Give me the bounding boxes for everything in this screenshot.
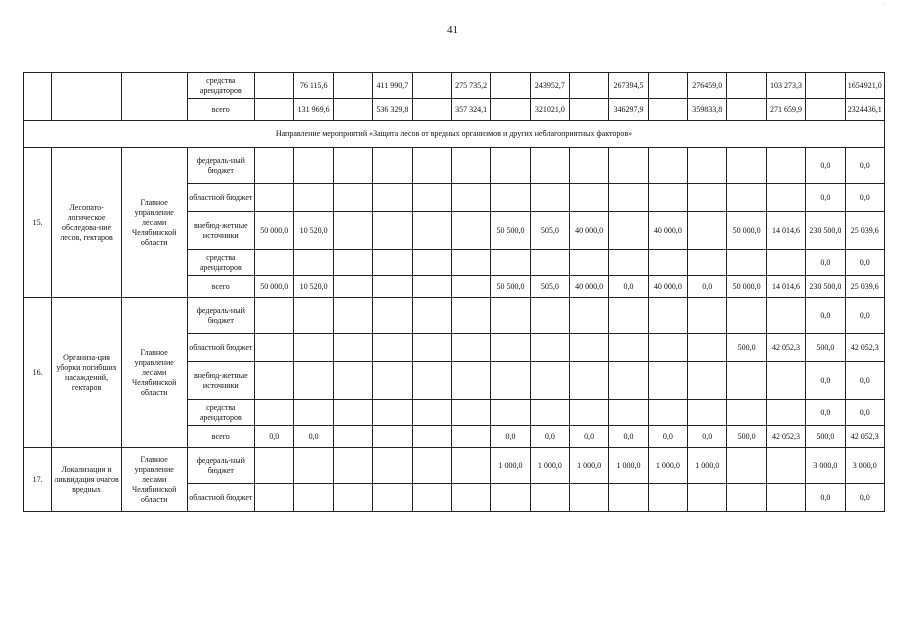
- table-cell: 2324436,1: [845, 99, 884, 121]
- table-cell: 0,0: [648, 426, 687, 448]
- table-cell: [688, 250, 727, 276]
- table-cell: [491, 334, 530, 362]
- table-cell: [491, 250, 530, 276]
- table-cell: [451, 484, 490, 512]
- table-cell: [333, 298, 372, 334]
- table-cell: [727, 362, 766, 400]
- table-cell: [451, 276, 490, 298]
- table-cell: 50 000,0: [255, 212, 294, 250]
- table-cell: [727, 99, 766, 121]
- table-cell: 1 000,0: [530, 448, 569, 484]
- table-cell: [255, 148, 294, 184]
- table-cell: [609, 148, 648, 184]
- table-cell: [373, 334, 412, 362]
- table-cell: 50 500,0: [491, 212, 530, 250]
- table-cell: 1 000,0: [570, 448, 609, 484]
- table-cell: 500,0: [727, 334, 766, 362]
- table-cell: [570, 99, 609, 121]
- table-cell: [609, 334, 648, 362]
- table-cell: 500,0: [727, 426, 766, 448]
- table-cell: [727, 448, 766, 484]
- table-cell: [333, 73, 372, 99]
- table-cell: [648, 148, 687, 184]
- table-cell: 42 052,3: [766, 334, 805, 362]
- table-cell: [373, 484, 412, 512]
- table-cell: 40 000,0: [648, 276, 687, 298]
- item-organization: Главное управление лесами Челябинской области: [121, 298, 187, 448]
- table-cell: [333, 400, 372, 426]
- table-cell: 500,0: [806, 334, 845, 362]
- item-organization: Главное управление лесами Челябинской области: [121, 448, 187, 512]
- table-cell: 357 324,1: [451, 99, 490, 121]
- table-cell: 0,0: [609, 276, 648, 298]
- table-cell: [491, 148, 530, 184]
- source-label: внебюд-жетные источники: [187, 212, 255, 250]
- source-label: федераль-ный бюджет: [187, 148, 255, 184]
- table-cell: [727, 73, 766, 99]
- table-cell: 131 969,6: [294, 99, 333, 121]
- table-cell: 1 000,0: [648, 448, 687, 484]
- table-cell: [451, 298, 490, 334]
- table-cell: [530, 184, 569, 212]
- table-cell: [412, 99, 451, 121]
- source-label: всего: [187, 426, 255, 448]
- table-cell: 10 520,0: [294, 212, 333, 250]
- table-cell: 0,0: [845, 298, 884, 334]
- table-cell: [412, 73, 451, 99]
- table-cell: [451, 184, 490, 212]
- table-cell: [648, 298, 687, 334]
- table-cell: 346297,9: [609, 99, 648, 121]
- table-cell: [451, 148, 490, 184]
- table-cell: [333, 362, 372, 400]
- source-label: средства арендаторов: [187, 250, 255, 276]
- source-label: федераль-ный бюджет: [187, 298, 255, 334]
- table-cell: [333, 250, 372, 276]
- table-cell: [570, 400, 609, 426]
- table-cell: [412, 484, 451, 512]
- table-cell: 0,0: [845, 250, 884, 276]
- table-cell: 0,0: [845, 484, 884, 512]
- table-cell: [766, 400, 805, 426]
- table-cell: [373, 148, 412, 184]
- table-cell: [412, 298, 451, 334]
- table-cell: [412, 212, 451, 250]
- table-cell: [255, 99, 294, 121]
- table-row: [24, 298, 885, 334]
- table-cell: [766, 184, 805, 212]
- table-cell: [530, 334, 569, 362]
- source-label: областной бюджет: [187, 484, 255, 512]
- item-number: 17.: [24, 448, 52, 512]
- source-label: всего: [187, 99, 255, 121]
- table-cell: 103 273,3: [766, 73, 805, 99]
- table-cell: [688, 484, 727, 512]
- table-cell: 50 000,0: [255, 276, 294, 298]
- table-cell: [727, 148, 766, 184]
- table-cell: [412, 184, 451, 212]
- source-label: средства арендаторов: [187, 400, 255, 426]
- table-cell: [609, 362, 648, 400]
- source-label: областной бюджет: [187, 184, 255, 212]
- table-cell: [255, 73, 294, 99]
- table-cell: [491, 484, 530, 512]
- table-cell: [255, 250, 294, 276]
- table-cell: 40 000,0: [648, 212, 687, 250]
- table-cell: 275 735,2: [451, 73, 490, 99]
- table-cell: [412, 334, 451, 362]
- table-cell: [294, 250, 333, 276]
- table-cell: [255, 484, 294, 512]
- table-cell: 0,0: [806, 298, 845, 334]
- table-cell: [766, 250, 805, 276]
- table-cell: [491, 400, 530, 426]
- table-cell: 40 000,0: [570, 276, 609, 298]
- table-cell: [294, 400, 333, 426]
- table-cell: 0,0: [806, 400, 845, 426]
- table-cell: [570, 484, 609, 512]
- table-cell: [412, 400, 451, 426]
- table-cell: [333, 334, 372, 362]
- table-cell: 0,0: [570, 426, 609, 448]
- table-cell: [766, 484, 805, 512]
- table-cell: [491, 362, 530, 400]
- table-cell: [333, 276, 372, 298]
- table-cell: 1 000,0: [609, 448, 648, 484]
- table-cell: [333, 99, 372, 121]
- table-cell: 267394,5: [609, 73, 648, 99]
- table-row: [24, 148, 885, 184]
- table-cell: [530, 362, 569, 400]
- table-cell: [294, 184, 333, 212]
- table-cell: [373, 298, 412, 334]
- table-cell: 0,0: [806, 250, 845, 276]
- table-cell: [333, 426, 372, 448]
- table-cell: [491, 99, 530, 121]
- table-cell: [648, 184, 687, 212]
- table-cell: [373, 212, 412, 250]
- table-cell: [688, 184, 727, 212]
- carry-over-org-cell: [121, 73, 187, 121]
- table-cell: [688, 400, 727, 426]
- table-cell: [333, 212, 372, 250]
- table-cell: 25 039,6: [845, 276, 884, 298]
- source-label: федераль-ный бюджет: [187, 448, 255, 484]
- table-cell: 243952,7: [530, 73, 569, 99]
- table-cell: [530, 148, 569, 184]
- table-cell: 0,0: [806, 184, 845, 212]
- table-cell: 0,0: [806, 148, 845, 184]
- table-cell: [609, 250, 648, 276]
- table-cell: [451, 334, 490, 362]
- table-cell: [412, 448, 451, 484]
- item-number: 15.: [24, 148, 52, 298]
- table-cell: [412, 276, 451, 298]
- item-organization: Главное управление лесами Челябинской области: [121, 148, 187, 298]
- table-cell: [294, 362, 333, 400]
- table-cell: [570, 250, 609, 276]
- table-cell: [333, 184, 372, 212]
- table-cell: [570, 298, 609, 334]
- table-cell: [412, 250, 451, 276]
- table-cell: [255, 334, 294, 362]
- table-cell: [373, 362, 412, 400]
- table-cell: [294, 448, 333, 484]
- table-cell: [609, 484, 648, 512]
- table-cell: 0,0: [530, 426, 569, 448]
- table-cell: [451, 212, 490, 250]
- item-name: Локализация и ликвидация очагов вредных: [52, 448, 122, 512]
- table-cell: 50 500,0: [491, 276, 530, 298]
- table-cell: [373, 184, 412, 212]
- table-cell: [294, 298, 333, 334]
- table-cell: 0,0: [688, 426, 727, 448]
- table-cell: 40 000,0: [570, 212, 609, 250]
- table-cell: [688, 212, 727, 250]
- table-cell: 3 000,0: [806, 448, 845, 484]
- table-cell: 1 000,0: [491, 448, 530, 484]
- source-label: областной бюджет: [187, 334, 255, 362]
- table-cell: 0,0: [609, 426, 648, 448]
- item-name: Организа-ция уборки погибших насаждений, гектаров: [52, 298, 122, 448]
- table-cell: [570, 334, 609, 362]
- table-cell: [373, 400, 412, 426]
- table-cell: [451, 250, 490, 276]
- table-cell: [727, 298, 766, 334]
- table-cell: [688, 334, 727, 362]
- table-cell: [373, 276, 412, 298]
- item-number: 16.: [24, 298, 52, 448]
- table-cell: [727, 250, 766, 276]
- table-cell: [609, 212, 648, 250]
- table-cell: [648, 250, 687, 276]
- table-cell: [412, 426, 451, 448]
- table-cell: [648, 362, 687, 400]
- table-cell: [451, 448, 490, 484]
- table-row: [24, 73, 885, 99]
- table-cell: 10 520,0: [294, 276, 333, 298]
- table-cell: [294, 484, 333, 512]
- table-cell: 0,0: [845, 184, 884, 212]
- table-cell: 1654921,0: [845, 73, 884, 99]
- table-cell: [530, 400, 569, 426]
- table-cell: 0,0: [806, 362, 845, 400]
- table-cell: [255, 184, 294, 212]
- table-cell: [727, 184, 766, 212]
- carry-over-name-cell: [52, 73, 122, 121]
- table-cell: [609, 184, 648, 212]
- table-cell: 50 000,0: [727, 276, 766, 298]
- table-cell: [570, 148, 609, 184]
- carry-over-num-cell: [24, 73, 52, 121]
- table-cell: [373, 448, 412, 484]
- table-cell: 0,0: [845, 148, 884, 184]
- table-cell: [766, 362, 805, 400]
- table-cell: [530, 298, 569, 334]
- table-cell: 1 000,0: [688, 448, 727, 484]
- table-cell: [806, 99, 845, 121]
- table-cell: [766, 448, 805, 484]
- table-cell: [333, 148, 372, 184]
- table-cell: 500,0: [806, 426, 845, 448]
- table-cell: 0,0: [294, 426, 333, 448]
- table-cell: [451, 362, 490, 400]
- table-cell: 276459,0: [688, 73, 727, 99]
- table-cell: [412, 148, 451, 184]
- table-cell: 14 014,6: [766, 276, 805, 298]
- source-label: средства арендаторов: [187, 73, 255, 99]
- table-cell: [294, 334, 333, 362]
- page-number: 41: [447, 24, 458, 36]
- table-cell: [609, 400, 648, 426]
- table-cell: [609, 298, 648, 334]
- table-cell: 359833,8: [688, 99, 727, 121]
- table-cell: [294, 148, 333, 184]
- table-cell: [412, 362, 451, 400]
- table-cell: [333, 484, 372, 512]
- table-cell: [570, 362, 609, 400]
- source-label: всего: [187, 276, 255, 298]
- table-cell: 3 000,0: [845, 448, 884, 484]
- table-cell: 42 052,3: [845, 426, 884, 448]
- table-cell: 536 329,8: [373, 99, 412, 121]
- table-cell: [570, 184, 609, 212]
- table-cell: 0,0: [806, 484, 845, 512]
- section-title: Направление мероприятий «Защита лесов от вредных организмов и других неблагоприятных факторов»: [24, 121, 885, 148]
- table-cell: 0,0: [255, 426, 294, 448]
- table-cell: 0,0: [845, 400, 884, 426]
- table-cell: [727, 400, 766, 426]
- table-cell: 0,0: [845, 362, 884, 400]
- table-cell: [255, 298, 294, 334]
- table-cell: [333, 448, 372, 484]
- table-cell: [373, 250, 412, 276]
- table-cell: 505,0: [530, 276, 569, 298]
- corner-mark: ·: [884, 2, 886, 8]
- table-cell: [766, 298, 805, 334]
- source-label: внебюд-жетные источники: [187, 362, 255, 400]
- table-body: [24, 73, 885, 512]
- table-cell: [766, 148, 805, 184]
- table-cell: [648, 99, 687, 121]
- table-cell: 76 115,6: [294, 73, 333, 99]
- table-cell: 321021,0: [530, 99, 569, 121]
- table-cell: [255, 448, 294, 484]
- table-cell: 14 014,6: [766, 212, 805, 250]
- table-cell: [648, 334, 687, 362]
- item-name: Лесопато-логическое обследова-ние лесов, гектаров: [52, 148, 122, 298]
- table-cell: 0,0: [491, 426, 530, 448]
- table-cell: [255, 362, 294, 400]
- budget-table: [23, 72, 885, 512]
- table-cell: [727, 484, 766, 512]
- table-cell: 42 052,3: [766, 426, 805, 448]
- table-cell: 505,0: [530, 212, 569, 250]
- table-cell: [530, 484, 569, 512]
- table-cell: 50 000,0: [727, 212, 766, 250]
- table-cell: [491, 298, 530, 334]
- table-cell: [648, 400, 687, 426]
- table-cell: [373, 426, 412, 448]
- table-cell: [255, 400, 294, 426]
- table-cell: [806, 73, 845, 99]
- table-cell: 411 990,7: [373, 73, 412, 99]
- table-cell: [688, 148, 727, 184]
- table-cell: [688, 298, 727, 334]
- table-cell: [648, 73, 687, 99]
- table-cell: [530, 250, 569, 276]
- table-cell: 230 500,0: [806, 212, 845, 250]
- table-cell: [688, 362, 727, 400]
- table-cell: [491, 184, 530, 212]
- table-cell: [451, 400, 490, 426]
- table-cell: 0,0: [688, 276, 727, 298]
- table-cell: [491, 73, 530, 99]
- table-cell: 230 500,0: [806, 276, 845, 298]
- section-row: [24, 121, 885, 148]
- table-row: [24, 448, 885, 484]
- table-cell: [451, 426, 490, 448]
- table-cell: 42 052,3: [845, 334, 884, 362]
- table-cell: [570, 73, 609, 99]
- table-cell: [648, 484, 687, 512]
- table-cell: 25 039,6: [845, 212, 884, 250]
- table-cell: 271 659,9: [766, 99, 805, 121]
